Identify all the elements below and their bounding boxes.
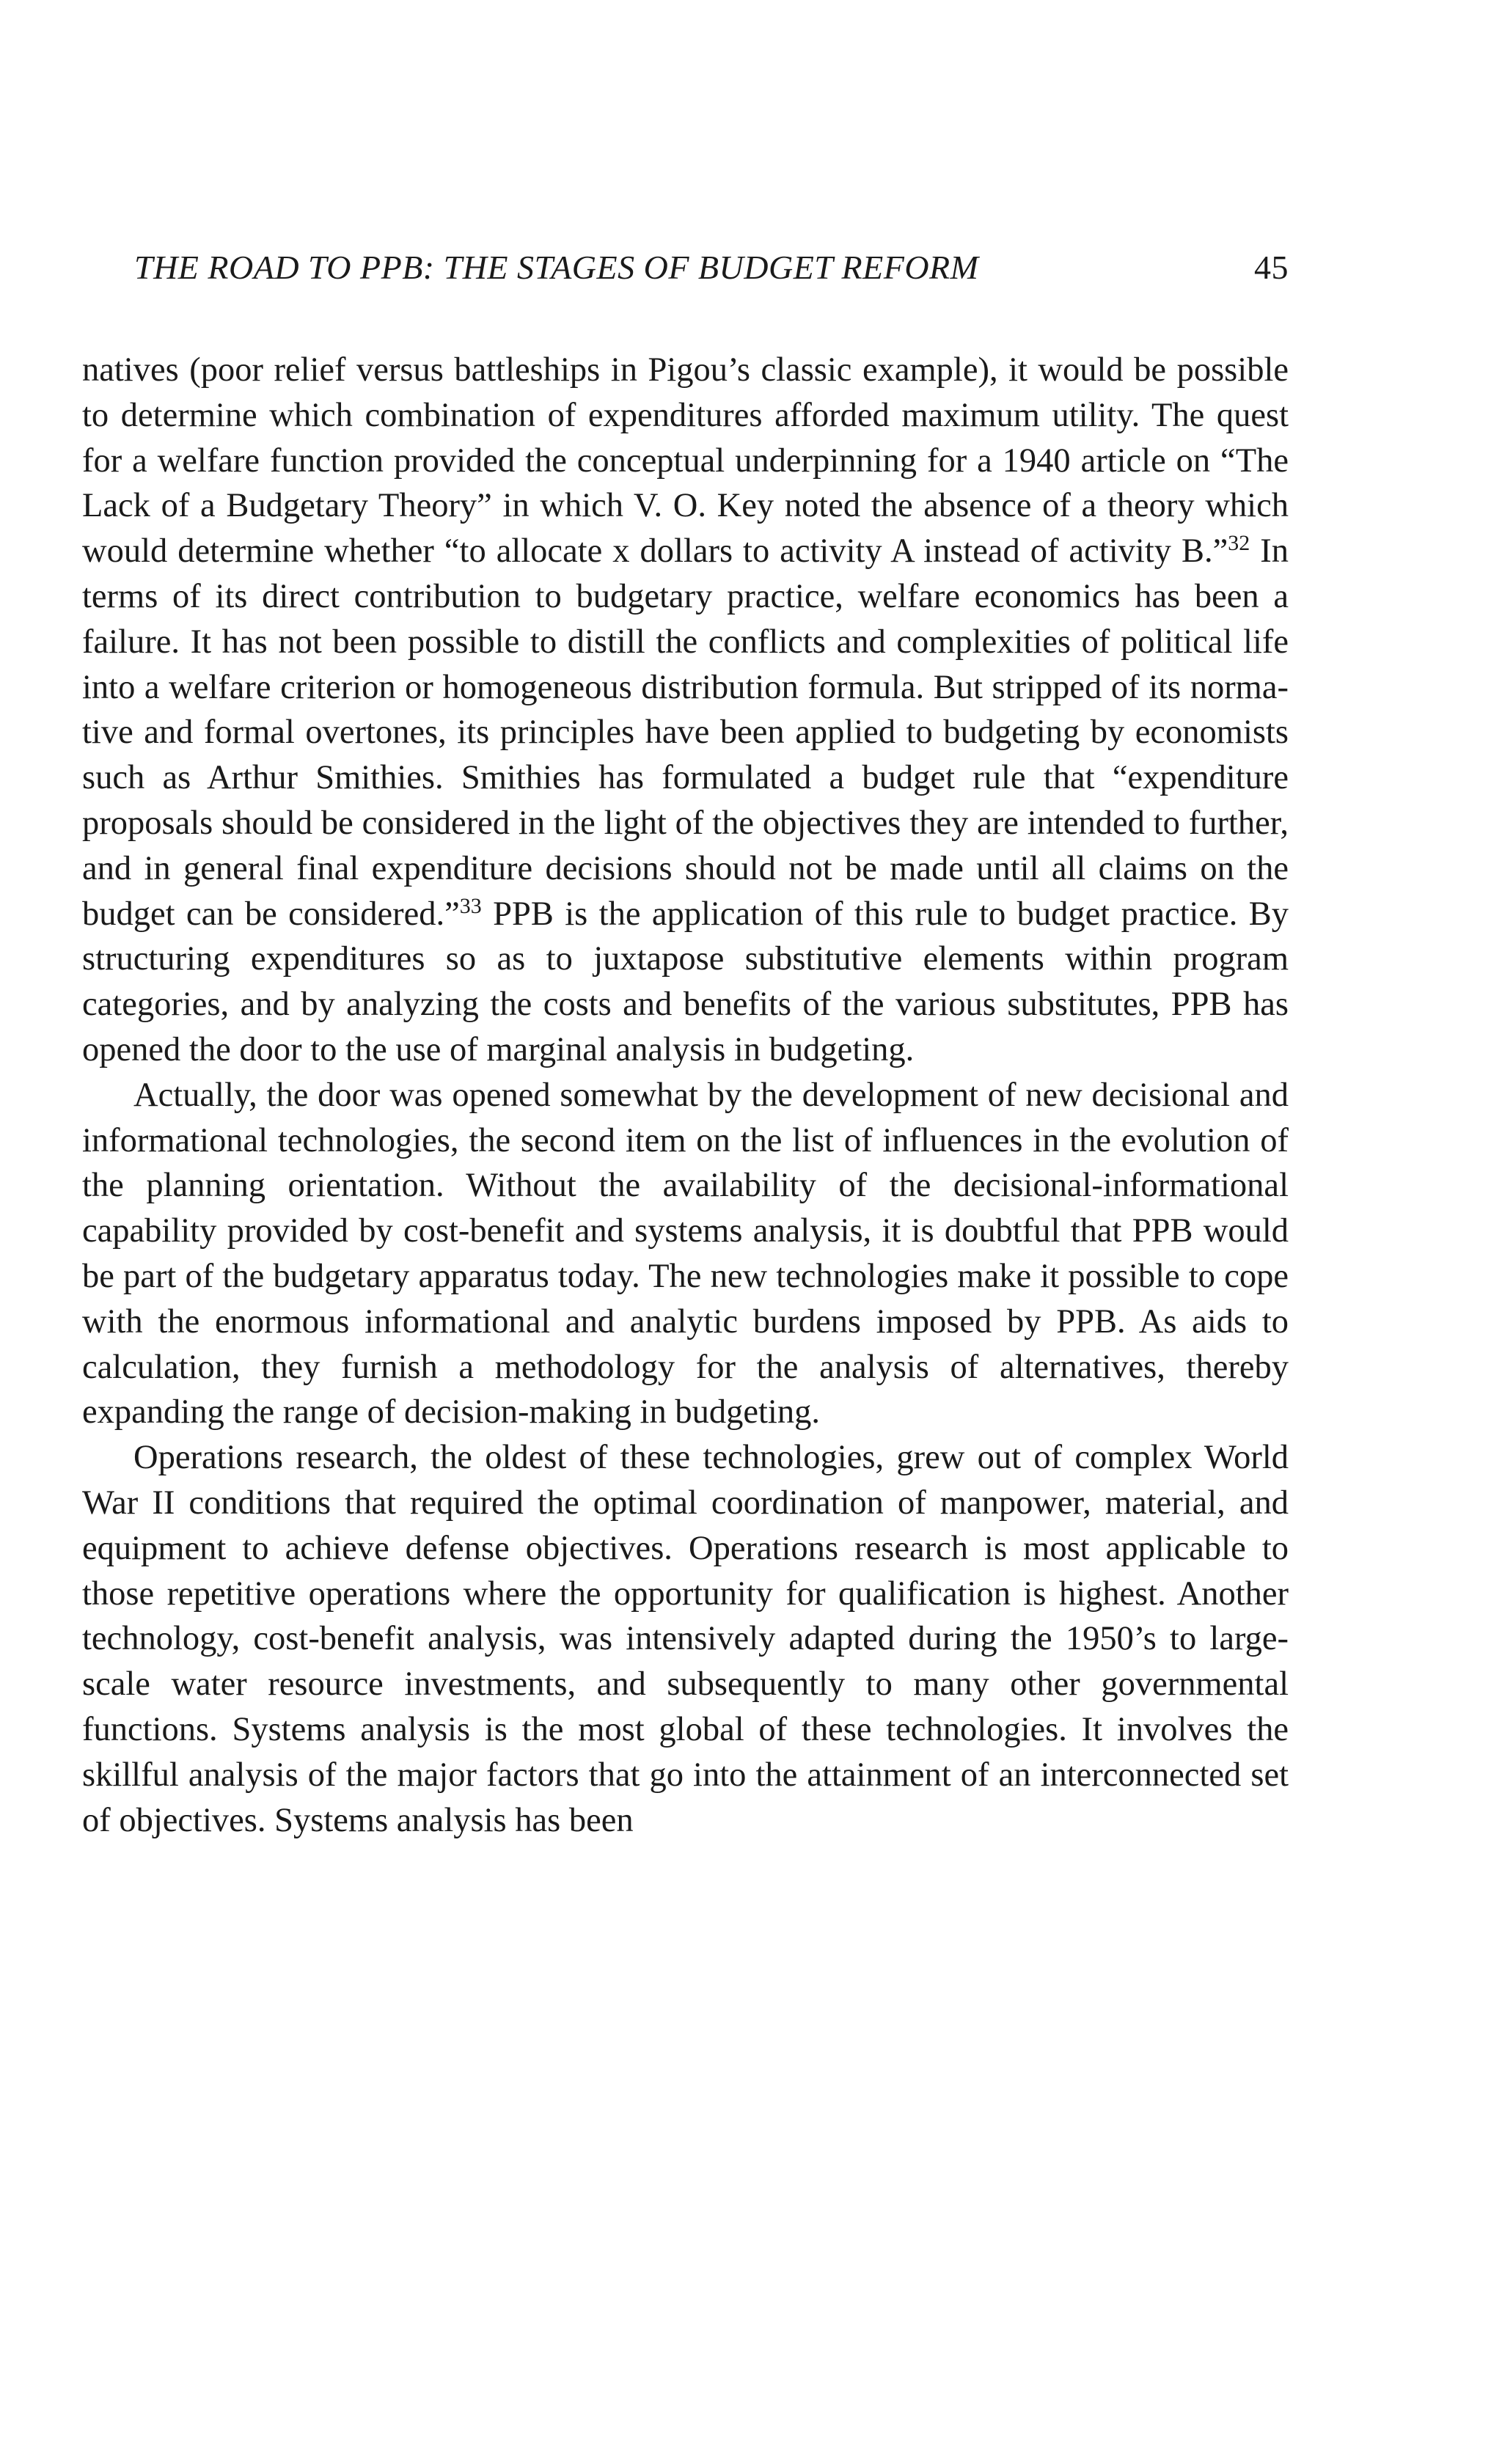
page-number: 45 (1254, 249, 1289, 286)
paragraph-text: In terms of its direct contribution to budgetary practice, welfare economics has been a failure. It has not been possible to distill the conflicts and complexities of political life into a welfare criterion or homogeneous distribution formula. But stripped of its normative and formal overtones, its principles have been applied to budgeting by economists such as Arthur Smithies. Smithies has formulated a budget rule that “expenditure proposals should be considered in the light of the objectives they are intended to further, and in general final expenditure decisions should not be made until all claims on the budget can be considered.” (82, 532, 1289, 933)
paragraph-continued (82, 348, 1289, 1073)
paragraph-text: PPB is the application of this rule to budget practice. By structuring expenditures so as to juxtapose substitutive elements within program categories, and by analyzing the costs and benefits of the various substitutes, PPB has opened the door to the use of marginal analysis in budgeting. (82, 895, 1289, 1068)
running-head (134, 248, 1289, 292)
paragraph: Actually, the door was opened somewhat by the development of new decisional and informational technologies, the second item on the list of influences in the evolution of the planning orientation. Without the availability of the decisional-informational capability provided by cost-benefit and systems analysis, it is doubtful that PPB would be part of the budgetary apparatus today. The new technologies make it possible to cope with the enormous informational and analytic burdens imposed by PPB. As aids to calculation, they furnish a methodology for the analysis of alternatives, thereby expanding the range of decision-making in budgeting. (82, 1076, 1289, 1431)
paragraph: Operations research, the oldest of these technologies, grew out of complex World War II conditions that required the optimal coordination of manpower, material, and equipment to achieve defense objectives. Operations research is most applicable to those repetitive operations where the opportunity for qualification is highest. Another technology, cost-benefit analysis, was intensively adapted during the 1950’s to large-scale water resource investments, and subsequently to many other governmental functions. Systems analysis is the most global of these technologies. It involves the skillful analysis of the major factors that go into the attainment of an interconnected set of objectives. Systems analysis has been (82, 1439, 1289, 1839)
footnote-ref-32: 32 (1228, 531, 1250, 556)
paragraph-text: natives (poor relief versus battleships in Pigou’s classic example), it would be possible to determine which combination of expenditures afforded maximum utility. The quest for a welfare function provided the conceptual underpinning for a 1940 article on “The Lack of a Budgetary Theory” in which V. O. Key noted the absence of a theory which would determine whether “to allocate x dollars to activity A instead of activity B.” (82, 351, 1289, 571)
footnote-ref-33: 33 (459, 893, 482, 918)
body-text (82, 348, 1289, 1843)
running-head-title: THE ROAD TO PPB: THE STAGES OF BUDGET REFORM (134, 249, 979, 286)
